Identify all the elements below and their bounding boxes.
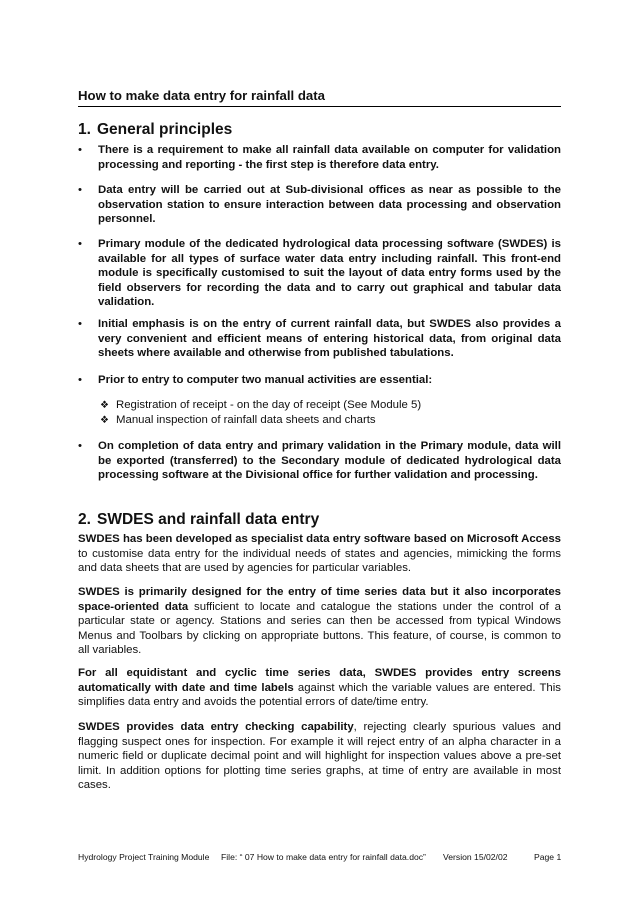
paragraph [78, 585, 561, 658]
bullet-text: Initial emphasis is on the entry of current rainfall data, but SWDES also provides a very convenient and efficient means of entering historical data, from original data sheets where available and otherwise from published tabulations. [98, 318, 561, 360]
bullet-item [78, 183, 561, 227]
footer-file-name: File: “ 07 How to make data entry for rainfall data.doc” [221, 852, 426, 862]
paragraph-text: , rejecting clearly spurious values and flagging suspect ones for inspection. For example it will reject entry of an alpha character in a numeric field or duplicate decimal point and will highlight for inspection values above a pre-set limit. In addition options for plotting time series graphs, at time of entry are available in most cases. [78, 721, 561, 792]
paragraph-text: against which the variable values are entered. This simplifies data entry and avoids the potential errors of date/time entry. [78, 681, 561, 709]
section-2-heading [78, 511, 319, 529]
bullet-icon: • [78, 440, 82, 452]
sub-item-text: Manual inspection of rainfall data sheets and charts [116, 414, 376, 426]
bullet-text: On completion of data entry and primary validation in the Primary module, data will be exported (transferred) to the Secondary module of dedicated hydrological data processing software at the Divisional office for further validation and processing. [98, 440, 561, 482]
bullet-icon: • [78, 318, 82, 330]
footer-module-name: Hydrology Project Training Module [78, 852, 210, 862]
bullet-icon: • [78, 238, 82, 250]
bullet-text: Data entry will be carried out at Sub-divisional offices as near as possible to the observation station to ensure interaction between data processing and observation personnel. [98, 184, 561, 226]
bullet-item [78, 237, 561, 310]
bullet-item [78, 439, 561, 483]
paragraph [78, 532, 561, 576]
paragraph-text: sufficient to locate and catalogue the stations under the control of a particular state or agency. Stations and series can then be accessed from typical Windows Menus and Toolbars by clicking on appropriate buttons. This feature, of course, is common to all variables. [78, 600, 561, 657]
paragraph [78, 720, 561, 793]
section-1-title: General principles [97, 121, 233, 138]
footer-page-number: Page 1 [534, 852, 562, 862]
section-1-heading [78, 121, 232, 139]
bullet-icon: • [78, 144, 82, 156]
bullet-icon: • [78, 184, 82, 196]
section-2-number: 2. [78, 511, 91, 528]
paragraph [78, 666, 561, 710]
paragraph-text: to customise data entry for the individual needs of states and agencies, mimicking the forms and data sheets that are used by agencies for particular variables. [78, 547, 561, 575]
paragraph-bold-lead: For all equidistant and cyclic time series data, SWDES provides entry screens automatically with date and time labels [78, 667, 561, 694]
paragraph-bold-lead: SWDES has been developed as specialist data entry software based on Microsoft Access [78, 533, 561, 545]
diamond-bullet-icon: ❖ [100, 400, 109, 411]
document-title: How to make data entry for rainfall data [78, 88, 561, 107]
paragraph-bold-lead: SWDES provides data entry checking capability [78, 721, 354, 733]
sub-list-item [100, 413, 376, 429]
sub-item-text: Registration of receipt - on the day of receipt (See Module 5) [116, 399, 422, 411]
bullet-text: There is a requirement to make all rainfall data available on computer for validation processing and reporting - the first step is therefore data entry. [98, 144, 561, 171]
bullet-text: Primary module of the dedicated hydrological data processing software (SWDES) is available for all types of surface water data entry including rainfall. This front-end module is specifically customised to suit the layout of data entry forms used by the field observers for recording the data and to carry out graphical and tabular data validation. [98, 238, 561, 309]
footer-version: Version 15/02/02 [443, 852, 508, 862]
bullet-item [78, 143, 561, 172]
sub-list-item [100, 398, 421, 414]
bullet-item [78, 317, 561, 361]
bullet-item [78, 373, 561, 388]
paragraph-bold-lead: SWDES is primarily designed for the entry of time series data but it also incorporates space-oriented data [78, 586, 561, 613]
bullet-text: Prior to entry to computer two manual activities are essential: [98, 374, 433, 386]
section-2-title: SWDES and rainfall data entry [97, 511, 320, 528]
section-1-number: 1. [78, 121, 91, 138]
diamond-bullet-icon: ❖ [100, 415, 109, 426]
bullet-icon: • [78, 374, 82, 386]
